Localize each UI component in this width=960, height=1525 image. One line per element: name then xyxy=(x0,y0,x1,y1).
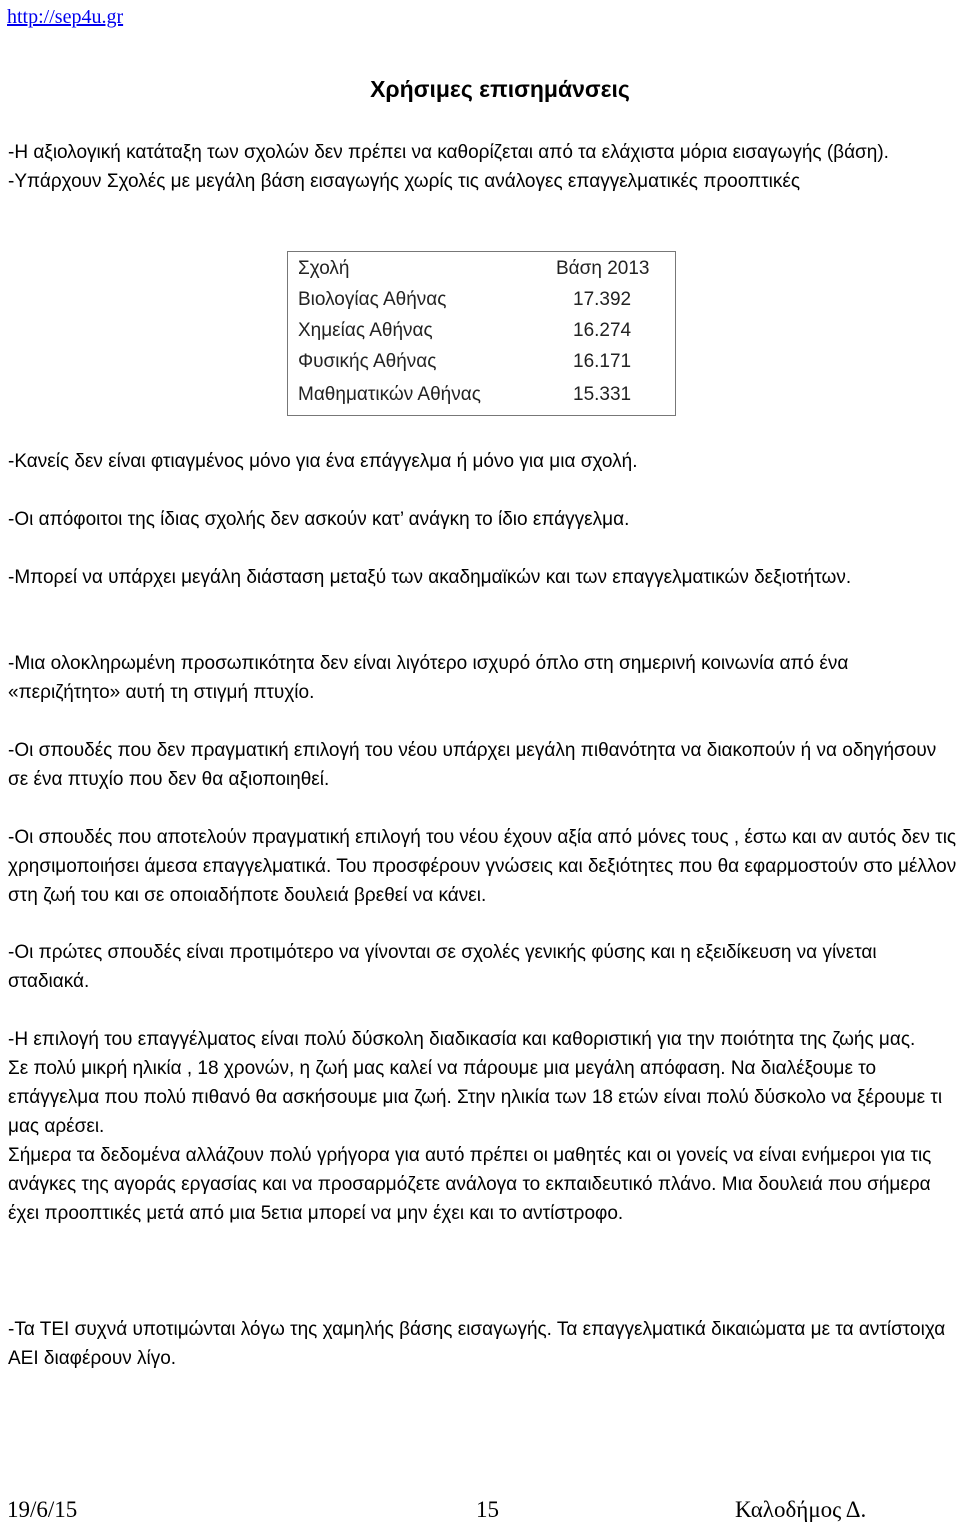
table-cell-school: Βιολογίας Αθήνας xyxy=(298,289,447,310)
table-cell-school: Μαθηματικών Αθήνας xyxy=(298,384,481,405)
table-cell-school: Φυσικής Αθήνας xyxy=(298,351,437,372)
choice-paragraph-2: Σε πολύ μικρή ηλικία , 18 χρονών, η ζωή μας καλεί να πάρουμε μια μεγάλη απόφαση. Να διαλέξουμε το επάγγελμα που πολύ πιθανό θα ασκήσουμε μια ζωή. Στην ηλικία των 18 ετών είναι πολύ δύσκολο να ξέρουμε τι μας αρέσει. xyxy=(8,1058,943,1137)
paragraph-2: -Οι απόφοιτοι της ίδιας σχολής δεν ασκούν κατ’ ανάγκη το ίδιο επάγγελμα. xyxy=(8,509,630,530)
intro-section xyxy=(8,138,958,196)
table-cell-base: 15.331 xyxy=(573,384,632,405)
paragraph-7: -Οι πρώτες σπουδές είναι προτιμότερο να γίνονται σε σχολές γενικής φύσης και η εξειδίκευση να γίνεται σταδιακά. xyxy=(8,942,877,992)
paragraph-6: -Οι σπουδές που αποτελούν πραγματική επιλογή του νέου έχουν αξία από μόνες τους , έστω και αν αυτός δεν τις χρησιμοποιήσει άμεσα επαγγελματικά. Του προσφέρουν γνώσεις και δεξιότητες που θα εφαρμοστούν στο μέλλον στη ζωή του και σε οποιαδήποτε δουλειά βρεθεί να κάνει. xyxy=(8,827,957,906)
table-header-row xyxy=(288,253,675,284)
paragraph-1: -Κανείς δεν είναι φτιαγμένος μόνο για ένα επάγγελμα ή μόνο για μια σχολή. xyxy=(8,451,638,472)
sep4u-link[interactable]: http://sep4u.gr xyxy=(7,6,124,28)
table-cell-base: 16.274 xyxy=(573,320,632,341)
table-cell-school: Χημείας Αθήνας xyxy=(298,320,433,341)
table-row xyxy=(288,315,675,346)
choice-paragraph-3: Σήμερα τα δεδομένα αλλάζουν πολύ γρήγορα για αυτό πρέπει οι μαθητές και οι γονείς να είναι ενήμεροι για τις ανάγκες της αγοράς εργασίας και να προσαρμόζετε ανάλογα το εκπαιδευτικό πλάνο. Μια δουλειά που σήμερα έχει προοπτικές μετά από μια 5ετια μπορεί να μην έχει και το αντίστροφο. xyxy=(8,1145,932,1224)
footer-page-number: 15 xyxy=(476,1497,499,1522)
intro-paragraph-1: -Η αξιολογική κατάταξη των σχολών δεν πρέπει να καθορίζεται από τα ελάχιστα μόρια εισαγωγής (βάση). xyxy=(8,142,889,163)
tei-paragraph: -Τα ΤΕΙ συχνά υποτιμώνται λόγω της χαμηλής βάσης εισαγωγής. Τα επαγγελματικά δικαιώματα με τα αντίστοιχα ΑΕΙ διαφέρουν λίγο. xyxy=(8,1319,946,1369)
page-title: Χρήσιμες επισημάνσεις xyxy=(370,76,630,102)
intro-paragraph-2: -Υπάρχουν Σχολές με μεγάλη βάση εισαγωγής χωρίς τις ανάλογες επαγγελματικές προοπτικές xyxy=(8,171,800,192)
table-cell-base: 17.392 xyxy=(573,289,632,310)
table-row xyxy=(288,346,675,377)
footer-date: 19/6/15 xyxy=(7,1497,78,1522)
paragraph-3: -Μπορεί να υπάρχει μεγάλη διάσταση μεταξύ των ακαδημαϊκών και των επαγγελματικών δεξιοτήτων. xyxy=(8,567,852,588)
base-scores-table xyxy=(287,251,676,416)
table-header-base: Βάση 2013 xyxy=(556,258,650,279)
table-row xyxy=(288,379,675,410)
choice-paragraph-1: -Η επιλογή του επαγγέλματος είναι πολύ δύσκολη διαδικασία και καθοριστική για την ποιότητα της ζωής μας. xyxy=(8,1029,916,1050)
table-header-school: Σχολή xyxy=(298,258,350,279)
paragraph-5: -Οι σπουδές που δεν πραγματική επιλογή του νέου υπάρχει μεγάλη πιθανότητα να διακοπούν ή να οδηγήσουν σε ένα πτυχίο που δεν θα αξιοποιηθεί. xyxy=(8,740,937,790)
footer-author: Καλοδήμος Δ. xyxy=(735,1497,867,1522)
table-cell-base: 16.171 xyxy=(573,351,632,372)
table-row xyxy=(288,284,675,315)
paragraph-4: -Μια ολοκληρωμένη προσωπικότητα δεν είναι λιγότερο ισχυρό όπλο στη σημερινή κοινωνία από ένα «περιζήτητο» αυτή τη στιγμή πτυχίο. xyxy=(8,653,849,703)
choice-section xyxy=(8,1025,958,1228)
